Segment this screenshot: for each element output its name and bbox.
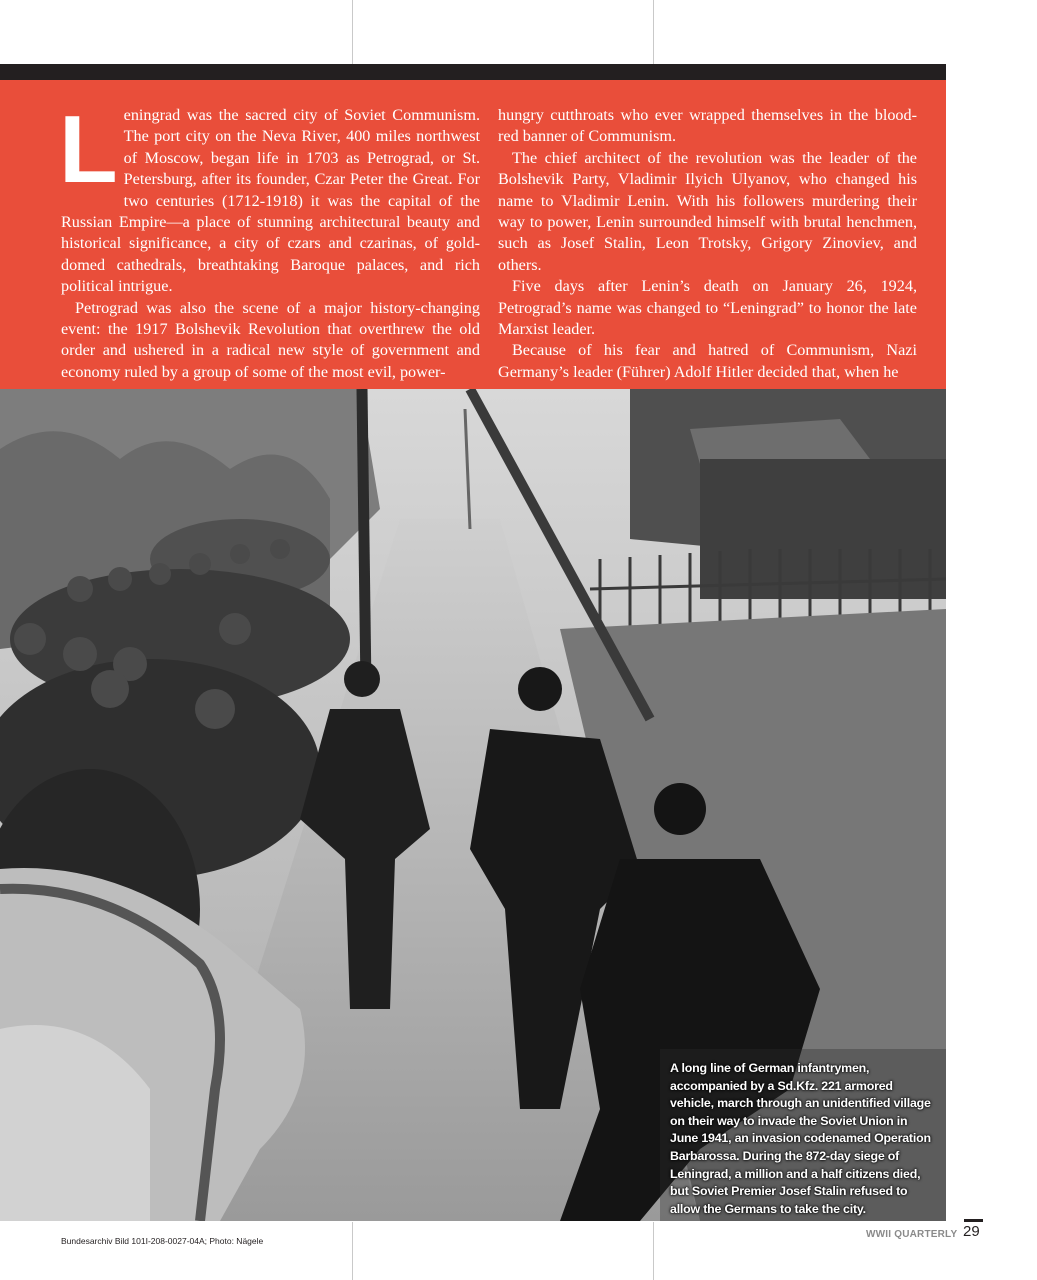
page-number-bar (964, 1219, 983, 1222)
article-paragraph (59, 96, 480, 298)
crop-line (653, 1222, 654, 1280)
paragraph-text: eningrad was the sacred city of Soviet Communism. The port city on the Neva River, 400 miles northwest of Moscow, began life in 1703 as Petrograd, or St. Petersburg, after its founder, Czar Peter the Great. For two centuries (1712-1918) it was the capital of the Russian Empire—a place of stunning architectural beauty and historical significance, a city of czars and czarinas, of gold-domed cathedrals, breathtaking Baroque palaces, and rich political intrigue. (61, 106, 480, 296)
drop-cap: L (59, 96, 118, 203)
article-column-1 (59, 96, 480, 383)
photo-credit: Bundesarchiv Bild 101I-208-0027-04A; Photo: Nägele (61, 1236, 264, 1246)
article-paragraph: The chief architect of the revolution was the leader of the Bolshevik Party, Vladimir Ilyich Ulyanov, who changed his name to Vladimir Lenin. With his followers murdering their way to power, Lenin surrounded himself with brutal henchmen, such as Josef Stalin, Leon Trotsky, Grigory Zinoviev, and others. (498, 148, 917, 274)
article-paragraph: hungry cutthroats who ever wrapped themselves in the blood-red banner of Communism. (498, 106, 917, 146)
article-paragraph: Five days after Lenin’s death on January 26, 1924, Petrograd’s name was changed to “Leningrad” to honor the late Marxist leader. (498, 277, 917, 339)
top-black-bar (0, 64, 946, 80)
magazine-name: WWII QUARTERLY (866, 1229, 958, 1240)
crop-line (352, 0, 353, 64)
page-number: 29 (963, 1223, 980, 1240)
article-column-2 (498, 105, 917, 383)
article-paragraph: Petrograd was also the scene of a major history-changing event: the 1917 Bolshevik Revolution that overthrew the old order and ushered in a radical new style of government and economy ruled by a group of some of the most evil, power- (61, 298, 480, 381)
crop-line (352, 1222, 353, 1280)
crop-line (653, 0, 654, 64)
article-paragraph: Because of his fear and hatred of Communism, Nazi Germany’s leader (Führer) Adolf Hitler decided that, when he (498, 341, 917, 381)
photo-caption: A long line of German infantrymen, accompanied by a Sd.Kfz. 221 armored vehicle, march through an unidentified village on their way to invade the Soviet Union in June 1941, an invasion codenamed Operation Barbarossa. During the 872-day siege of Leningrad, a million and a half citizens died, but Soviet Premier Josef Stalin refused to allow the Germans to take the city. (670, 1061, 931, 1216)
